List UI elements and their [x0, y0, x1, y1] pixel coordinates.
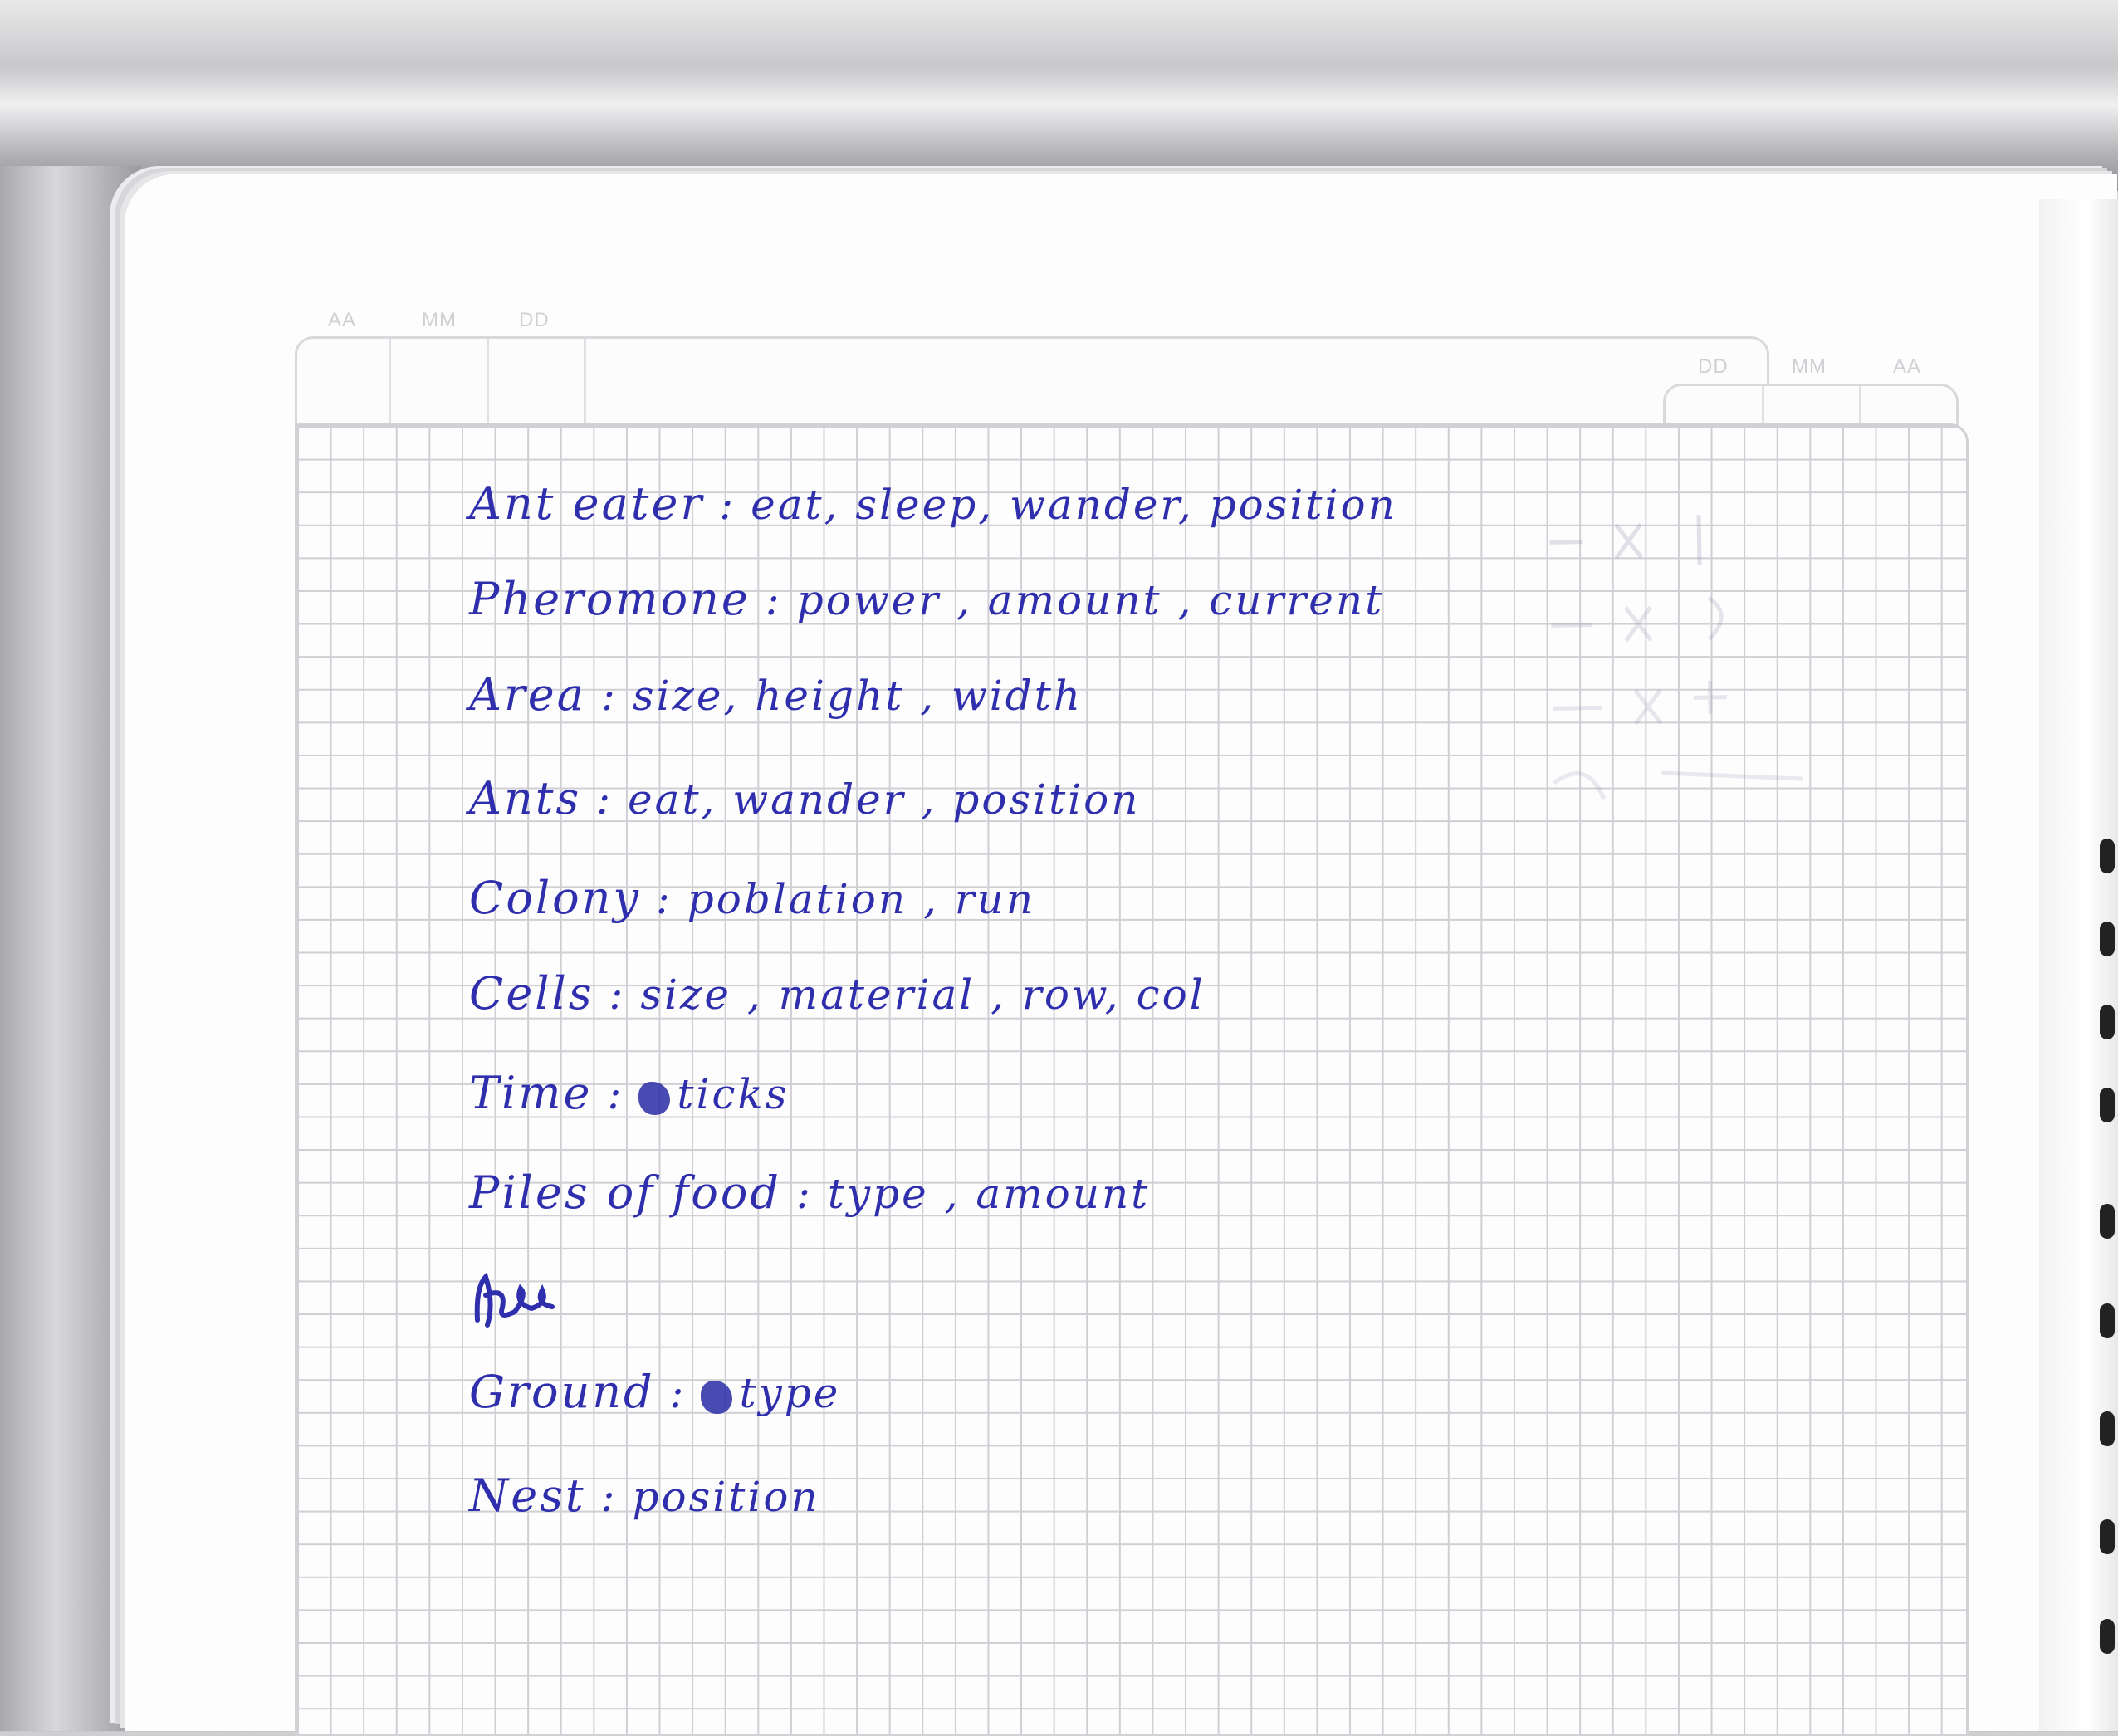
note-attributes: eat, sleep, wander, position — [751, 481, 1397, 529]
header-label-aa: AA — [1893, 355, 1922, 378]
note-separator: : — [795, 1170, 813, 1218]
note-line — [469, 1166, 1150, 1219]
note-attributes: type , amount — [827, 1170, 1151, 1218]
note-attributes: type — [739, 1369, 841, 1417]
note-separator: : — [600, 672, 618, 720]
header-divider — [389, 339, 391, 437]
note-term: Area — [469, 668, 586, 721]
note-attributes: size, height , width — [632, 672, 1083, 720]
note-attributes: ticks — [677, 1070, 790, 1118]
note-line — [469, 1067, 789, 1119]
note-attributes: eat, wander , position — [628, 775, 1141, 824]
note-term: Ants — [469, 772, 582, 824]
spiral-hole — [2100, 922, 2115, 956]
spiral-hole — [2100, 1005, 2115, 1039]
spiral-hole — [2100, 1303, 2115, 1338]
header-label-dd: DD — [1698, 355, 1729, 378]
note-separator: : — [719, 481, 736, 529]
header-divider — [584, 339, 586, 437]
note-term: Cells — [469, 967, 594, 1020]
header-label-dd: DD — [519, 309, 550, 331]
note-separator: : — [609, 971, 626, 1019]
note-term: Ant eater — [469, 477, 705, 530]
notebook-page — [125, 174, 2117, 1731]
spiral-hole — [2100, 1088, 2115, 1122]
note-term: Colony — [469, 872, 641, 924]
note-attributes: poblation , run — [687, 875, 1036, 923]
note-line — [469, 477, 1397, 530]
spiral-hole — [2100, 1619, 2115, 1654]
note-separator: : — [600, 1473, 618, 1521]
note-separator: : — [765, 576, 782, 624]
note-term: Piles of food — [469, 1166, 781, 1219]
note-separator: : — [596, 775, 614, 824]
note-term: Pheromone — [469, 573, 751, 625]
spiral-hole — [2100, 1411, 2115, 1446]
note-line — [469, 668, 1083, 721]
header-label-aa: AA — [328, 309, 357, 331]
plastic-sleeve-top — [0, 0, 2118, 191]
note-line — [469, 772, 1140, 824]
note-separator: : — [655, 875, 673, 923]
note-attributes: position — [632, 1473, 820, 1521]
header-label-mm: MM — [1792, 355, 1827, 378]
note-term: Time — [469, 1067, 593, 1119]
crossed-out-mark — [638, 1082, 670, 1115]
scribble-mark — [469, 1270, 560, 1328]
note-separator: : — [669, 1369, 687, 1417]
bleed-through-marks — [1533, 503, 1888, 907]
spiral-hole — [2100, 1519, 2115, 1554]
plastic-sleeve-right — [2039, 199, 2118, 1731]
note-line — [469, 573, 1384, 625]
header-divider — [487, 339, 489, 437]
header-label-mm: MM — [422, 309, 457, 331]
note-term: Nest — [469, 1469, 586, 1522]
note-attributes: size , material , row, col — [640, 971, 1206, 1019]
crossed-out-mark — [701, 1381, 732, 1414]
note-line — [469, 1469, 820, 1522]
note-line — [469, 872, 1035, 924]
plastic-sleeve-left — [0, 166, 141, 1731]
note-term: Ground — [469, 1366, 655, 1418]
note-separator: : — [607, 1070, 624, 1118]
note-line — [469, 967, 1206, 1020]
note-line — [469, 1366, 840, 1418]
spiral-hole — [2100, 839, 2115, 873]
spiral-hole — [2100, 1204, 2115, 1239]
note-attributes: power , amount , current — [796, 576, 1385, 624]
